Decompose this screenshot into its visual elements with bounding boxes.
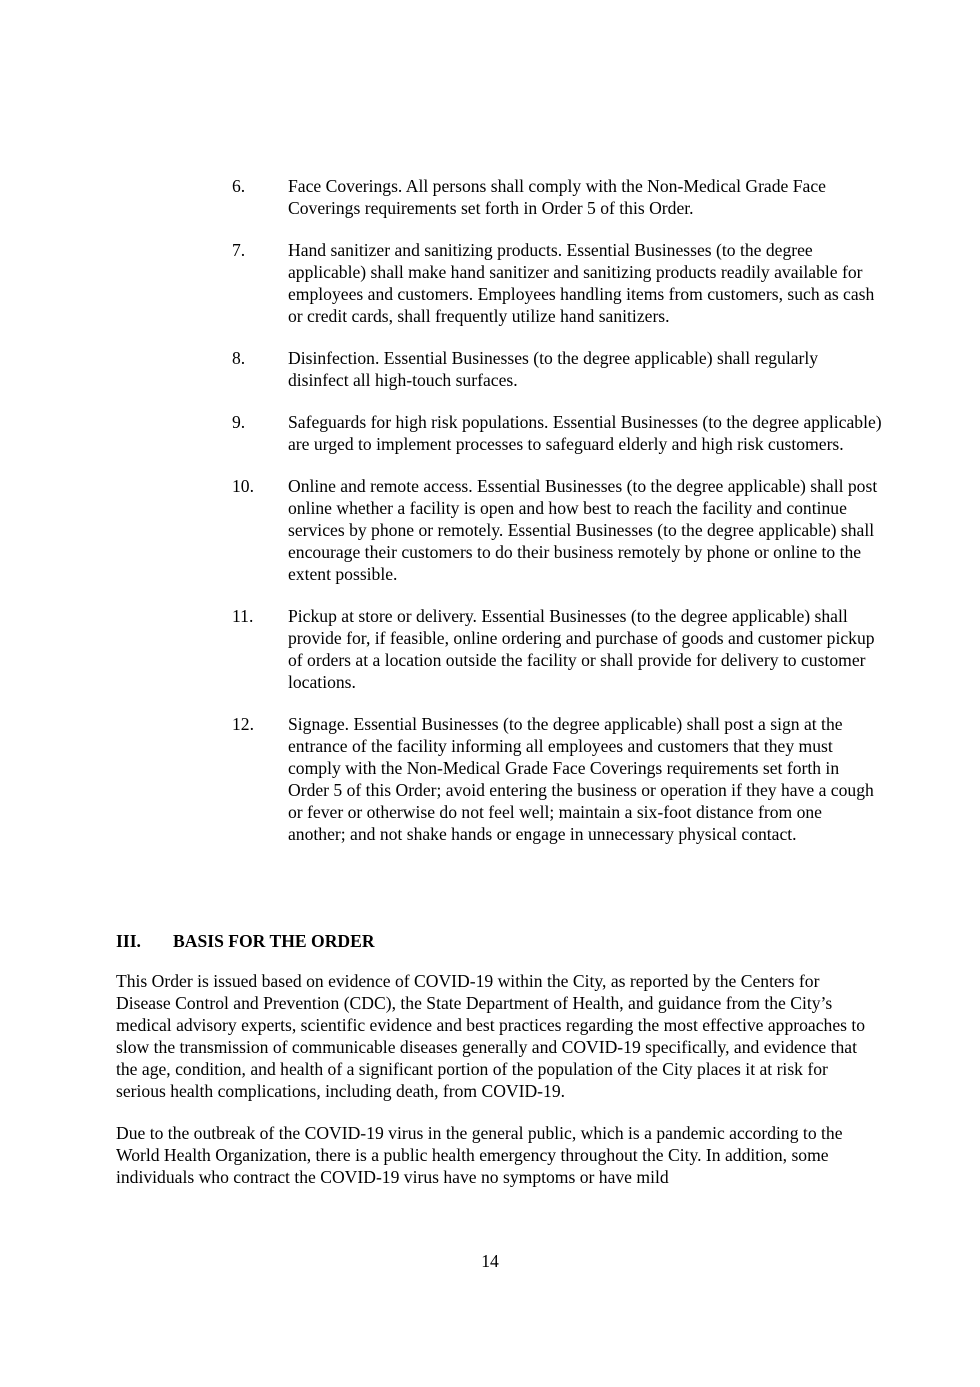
list-item-number: 6. [232,176,246,196]
list-item-number: 8. [232,348,246,368]
section-title: BASIS FOR THE ORDER [173,931,375,951]
list-item-text: Disinfection. Essential Businesses (to the degree applicable) shall regularly disinfect all high-touch surfaces. [288,348,819,390]
section-body [116,970,868,1208]
list-item-number: 11. [232,606,254,626]
list-item-text: Online and remote access. Essential Businesses (to the degree applicable) shall post online whether a facility is open and how best to reach the facility and continue services by phone or remotely. Essential Businesses (to the degree applicable) shall encourage their customers to do their business remotely by phone or online to the extent possible. [288,476,878,584]
list-item [232,239,882,327]
list-item [232,175,882,219]
section-heading [116,930,375,952]
list-item-text: Pickup at store or delivery. Essential Businesses (to the degree applicable) shall provide for, if feasible, online ordering and purchase of goods and customer pickup of orders at a location outside the facility or shall provide for delivery to customer locations. [288,606,875,692]
list-item-number: 7. [232,240,246,260]
list-item-text: Face Coverings. All persons shall comply with the Non-Medical Grade Face Coverings requirements set forth in Order 5 of this Order. [288,176,826,218]
section-number: III. [116,931,141,951]
list-item [232,475,882,585]
list-item-text: Safeguards for high risk populations. Essential Businesses (to the degree applicable) are urged to implement processes to safeguard elderly and high risk customers. [288,412,882,454]
list-item-number: 9. [232,412,246,432]
list-item [232,347,882,391]
list-item-number: 10. [232,476,254,496]
body-paragraph: This Order is issued based on evidence of COVID-19 within the City, as reported by the Centers for Disease Control and Prevention (CDC), the State Department of Health, and guidance from the City’s medical advisory experts, scientific evidence and best practices regarding the most effective approaches to slow the transmission of communicable diseases generally and COVID-19 specifically, and evidence that the age, condition, and health of a significant portion of the population of the City places it at risk for serious health complications, including death, from COVID-19. [116,971,866,1101]
list-item-text: Hand sanitizer and sanitizing products. Essential Businesses (to the degree applicable) shall make hand sanitizer and sanitizing products readily available for employees and customers. Employees handling items from customers, such as cash or credit cards, shall frequently utilize hand sanitizers. [288,240,875,326]
list-item [232,411,882,455]
list-item-number: 12. [232,714,254,734]
list-item-text: Signage. Essential Businesses (to the degree applicable) shall post a sign at the entrance of the facility informing all employees and customers that they must comply with the Non-Medical Grade Face Coverings requirements set forth in Order 5 of this Order; avoid entering the business or operation if they have a cough or fever or otherwise do not feel well; maintain a six-foot distance from one another; and not shake hands or engage in unnecessary physical contact. [288,714,874,844]
list-item [232,605,882,693]
list-item [232,713,882,845]
page-number: 14 [481,1251,499,1271]
body-paragraph: Due to the outbreak of the COVID-19 virus in the general public, which is a pandemic according to the World Health Organization, there is a public health emergency throughout the City. In addition, some individuals who contract the COVID-19 virus have no symptoms or have mild [116,1123,843,1187]
requirements-list [232,175,882,865]
